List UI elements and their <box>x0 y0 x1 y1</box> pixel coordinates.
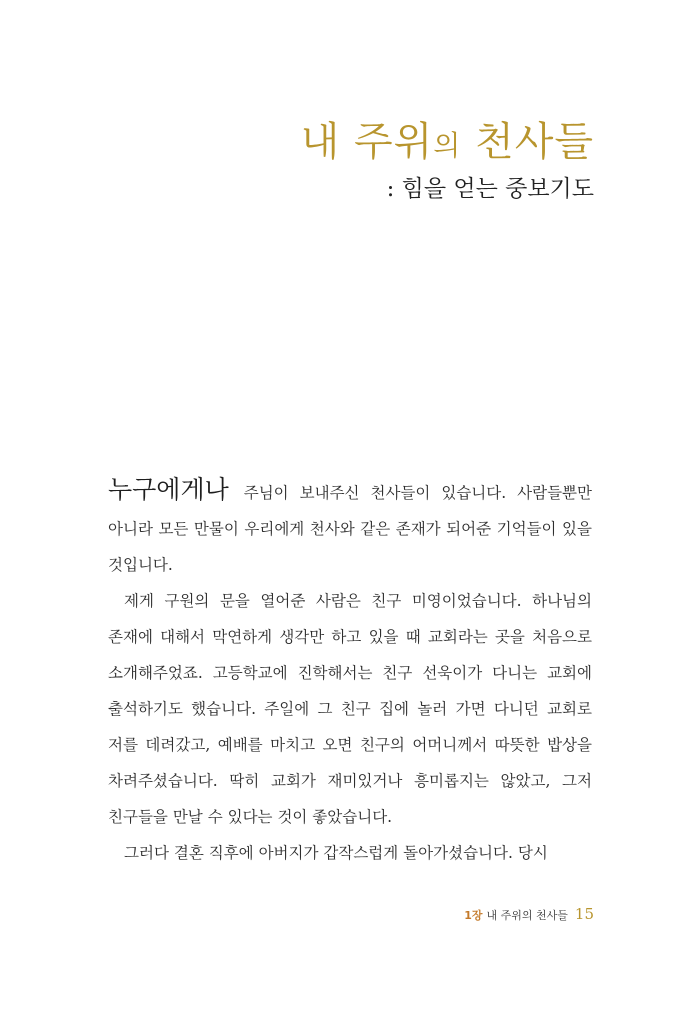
footer-chapter-title: 내 주위의 천사들 <box>486 909 568 922</box>
paragraph-1 <box>108 472 592 583</box>
paragraph-3: 그러다 결혼 직후에 아버지가 갑작스럽게 돌아가셨습니다. 당시 <box>124 844 548 862</box>
chapter-title-particle: 의 <box>433 129 462 162</box>
paragraph-1-text: 주님이 보내주신 천사들이 있습니다. 사람들뿐만 아니라 모든 만물이 우리에게 천사와 같은 존재가 되어준 기억들이 있을 것입니다. <box>108 484 592 574</box>
page-number: 15 <box>574 905 594 923</box>
page-footer <box>464 905 594 923</box>
footer-chapter-label: 1장 <box>464 909 483 922</box>
body-text <box>108 472 592 871</box>
lead-word: 누구에게나 <box>108 475 229 504</box>
chapter-title-end: 천사들 <box>461 119 594 165</box>
chapter-title <box>301 118 594 166</box>
chapter-subtitle: : 힘을 얻는 중보기도 <box>386 176 594 202</box>
chapter-title-main: 내 주위 <box>300 119 434 165</box>
paragraph-2: 제게 구원의 문을 열어준 사람은 친구 미영이었습니다. 하나님의 존재에 대해서 막연하게 생각만 하고 있을 때 교회라는 곳을 처음으로 소개해주었죠. 고등학교에 진학해서는 친구 선욱이가 다니는 교회에 출석하기도 했습니다. 주일에 그 친구 집에 놀러 가면 다니던 교회로 저를 데려갔고, 예배를 마치고 오면 친구의 어머니께서 따뜻한 밥상을 차려주셨습니다. 딱히 교회가 재미있거나 흥미롭지는 않았고, 그저 친구들을 만날 수 있다는 것이 좋았습니다. <box>108 592 592 826</box>
